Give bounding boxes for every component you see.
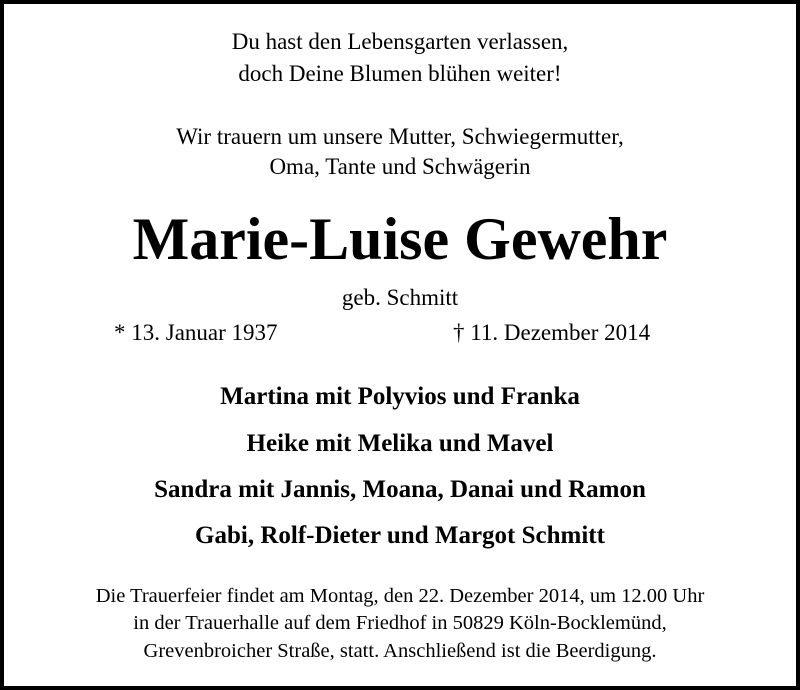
intro-line-1: Wir trauern um unsere Mutter, Schwiegermutter, <box>176 124 624 149</box>
birth-date: * 13. Januar 1937 <box>114 320 278 345</box>
birth-name: geb. Schmitt <box>341 285 459 310</box>
mourner-line-3: Sandra mit Jannis, Moana, Danai und Ramon <box>154 476 646 503</box>
mourner-line-2: Heike mit Melika und Mavel <box>246 430 554 457</box>
death-date: † 11. Dezember 2014 <box>453 320 651 345</box>
mourner-line-1: Martina mit Polyvios und Franka <box>220 383 580 410</box>
deceased-name: Marie-Luise Gewehr <box>132 206 668 272</box>
ceremony-line-2: in der Trauerhalle auf dem Friedhof in 50829 Köln-Bocklemünd, <box>133 612 667 634</box>
ceremony-line-1: Die Trauerfeier findet am Montag, den 22. Dezember 2014, um 12.00 Uhr <box>95 585 705 607</box>
verse-line-1: Du hast den Lebensgarten verlassen, <box>231 29 569 54</box>
ceremony-line-3: Grevenbroicher Straße, statt. Anschließend ist die Beerdigung. <box>143 640 657 662</box>
mourner-line-4: Gabi, Rolf-Dieter und Margot Schmitt <box>195 522 605 549</box>
verse-line-2: doch Deine Blumen blühen weiter! <box>238 61 562 86</box>
intro-line-2: Oma, Tante und Schwägerin <box>269 154 531 179</box>
